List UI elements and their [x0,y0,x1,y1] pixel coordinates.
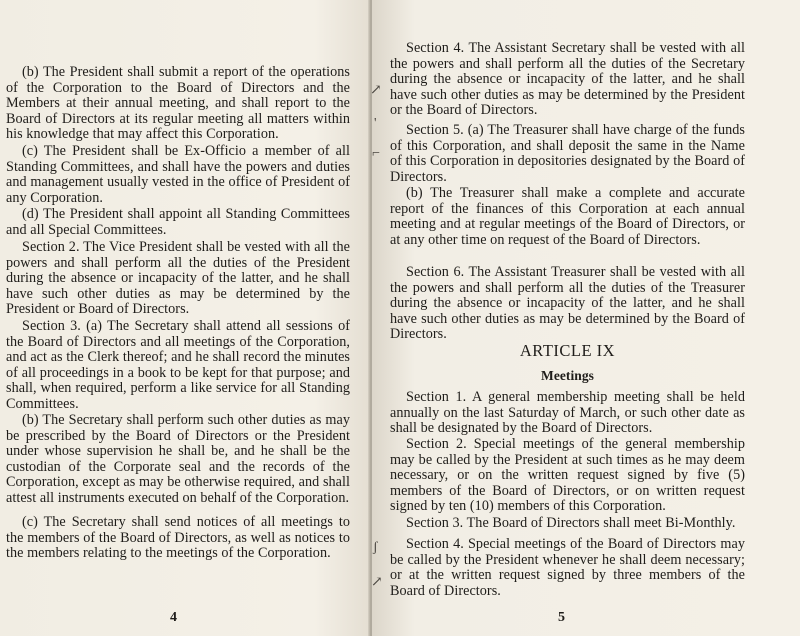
paragraph-section-2: Section 2. The Vice President shall be vested with all the powers and shall perform all the duties of the President during the absence or incapacity of the latter, and he shall have such other duties as may be determined by the President or Board of Directors. [6,239,350,318]
margin-mark: ↗ [371,575,383,590]
article-subtitle: Meetings [541,368,594,383]
paragraph-assistant-treasurer: Section 6. The Assistant Treasurer shall be vested with all the powers and shall perform all the duties of the Treasurer during the absence or incapacity of the latter, and he shall have such other duties as may be determined by the Board of Directors. [390,264,745,343]
paragraph-president-b: (b) The President shall submit a report of the operations of the Corporation to the Board of Directors and the Members at their annual meeting, and shall report to the Board of Directors at its regular meeting all matters within his knowledge that may affect this Corporation. [6,64,350,143]
paragraph-secretary-b: (b) The Secretary shall perform such other duties as may be prescribed by the Board of Directors or the President under whose supervision he shall be, and he shall be the custodian of the Corporate seal and the records of the Corporation, except as may be otherwise required, and shall attest all instruments executed on behalf of the Corporation. [6,412,350,506]
margin-mark: ' [374,116,377,131]
paragraph-assistant-secretary: Section 4. The Assistant Secretary shall be vested with all the powers and shall perform all the duties of the Secretary during the absence or incapacity of the latter, and he shall have such other duties as may be determined by the President or the Board of Directors. [390,40,745,119]
article-title: ARTICLE IX [519,341,616,360]
paragraph-meetings-section-2: Section 2. Special meetings of the general membership may be called by the President at such times as he may deem necessary, or on the written request signed by five (5) members of the Board of Directors, or on written request signed by ten (10) members of this Corporation. [390,436,745,515]
paragraph-meetings-section-1: Section 1. A general membership meeting shall be held annually on the last Saturday of March, or such other date as shall be designated by the Board of Directors. [390,389,745,437]
page-number-right: 5 [558,610,565,625]
left-page [0,0,370,636]
paragraph-secretary-c: (c) The Secretary shall send notices of all meetings to the members of the Board of Directors, as well as notices to the members relating to the meetings of the Corporation. [6,514,350,562]
paragraph-meetings-section-3: Section 3. The Board of Directors shall meet Bi-Monthly. [406,515,736,531]
right-page [372,0,800,636]
paragraph-meetings-section-4: Section 4. Special meetings of the Board of Directors may be called by the President whenever he shall deem necessary; or at the written request signed by three members of the Board of Directors. [390,536,745,599]
margin-mark: ʃ [373,540,378,555]
paragraph-section-3a: Section 3. (a) The Secretary shall attend all sessions of the Board of Directors and all meetings of the Corporation, and act as the Clerk thereof; and he shall record the minutes of all proceedings in a book to be kept for that purpose; and shall, when required, perform a like service for all Standing Committees. [6,318,350,412]
paragraph-president-c: (c) The President shall be Ex-Officio a member of all Standing Committees, and shall have the powers and duties and management usually vested in the office of President of any Corporation. [6,143,350,206]
page-number-left: 4 [170,610,177,625]
paragraph-treasurer-b: (b) The Treasurer shall make a complete and accurate report of the finances of this Corporation at each annual meeting and at regular meetings of the Board of Directors, or at any other time on request of the Board of Directors. [390,185,745,248]
paragraph-treasurer-a: Section 5. (a) The Treasurer shall have charge of the funds of this Corporation, and shall deposit the same in the Name of this Corporation in depositories designated by the Board of Directors. [390,122,745,185]
margin-mark: ↗ [370,83,382,98]
margin-mark: ⌐ [372,146,380,161]
paragraph-president-d: (d) The President shall appoint all Standing Committees and all Special Committees. [6,206,350,238]
